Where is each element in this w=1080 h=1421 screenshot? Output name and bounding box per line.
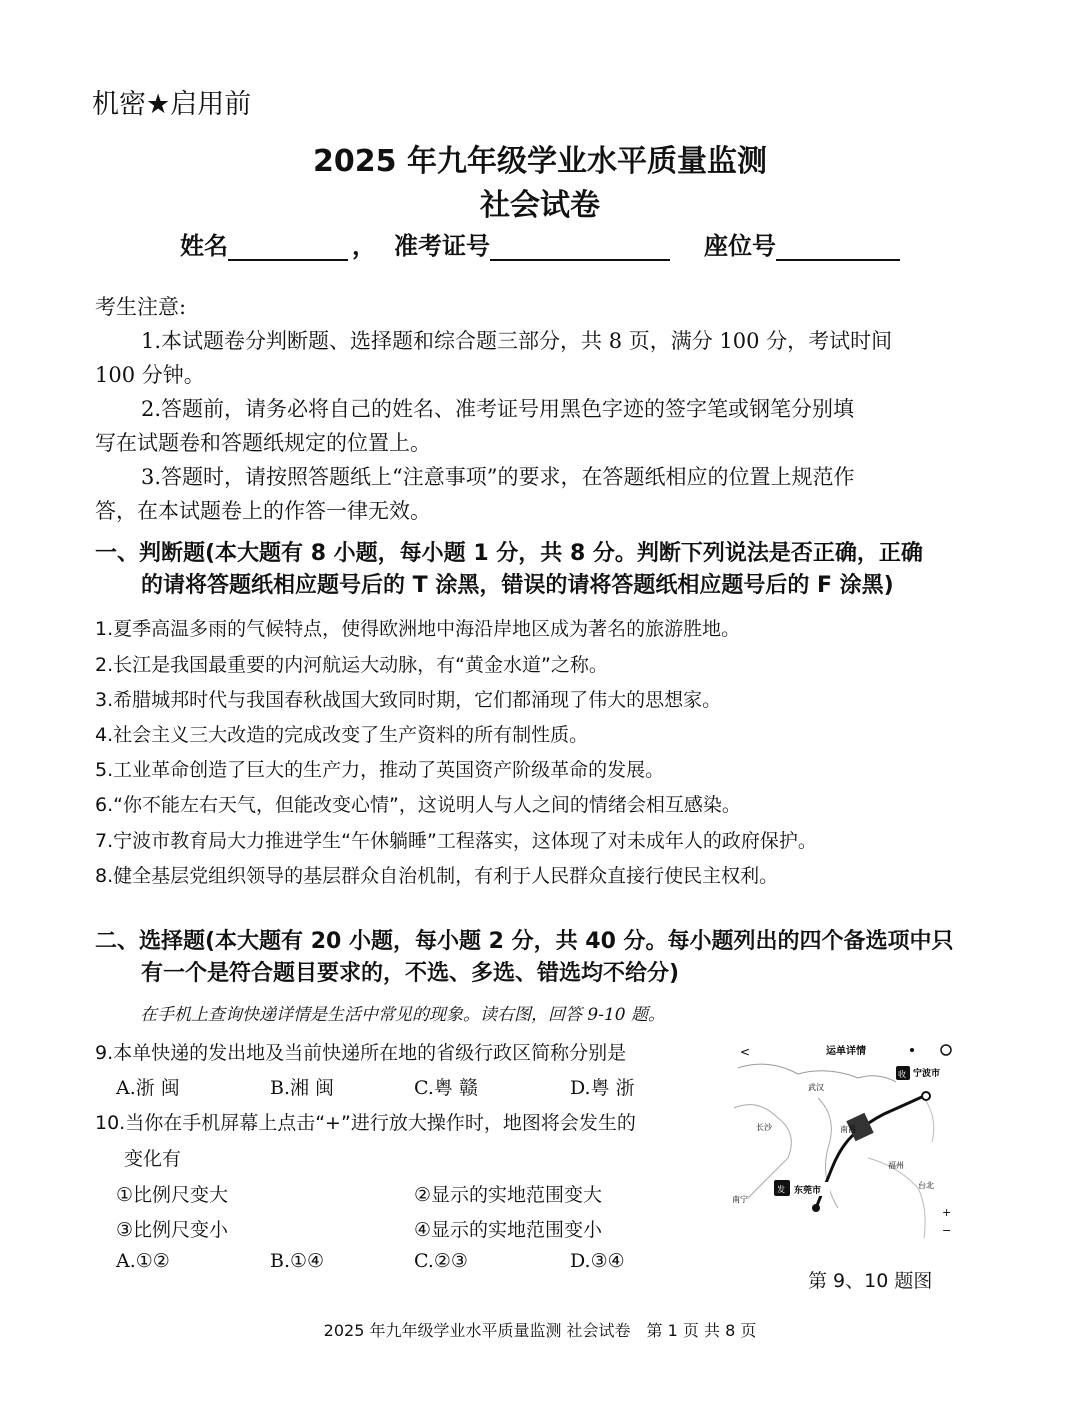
name-blank[interactable] bbox=[228, 233, 348, 261]
q9-option-b: B.湘 闽 bbox=[270, 1077, 335, 1099]
section1-line1: 一、判断题(本大题有 8 小题，每小题 1 分，共 8 分。判断下列说法是否正确，正确 bbox=[95, 541, 923, 566]
q10-option-b: B.①④ bbox=[270, 1250, 325, 1272]
nanchang-label: 南昌 bbox=[840, 1125, 856, 1134]
notice-block bbox=[95, 290, 975, 528]
q10-choice-4: ④显示的实地范围变小 bbox=[414, 1219, 603, 1241]
page-subtitle: 社会试卷 bbox=[480, 188, 600, 223]
notice-line: 1.本试题卷分判断题、选择题和综合题三部分，共 8 页，满分 100 分，考试时间 bbox=[141, 329, 893, 353]
changsha-label: 长沙 bbox=[756, 1123, 772, 1132]
figure-caption: 第 9、10 题图 bbox=[808, 1270, 933, 1292]
seat-label: 座位号 bbox=[704, 232, 776, 260]
zoom-out-icon[interactable]: − bbox=[942, 1224, 952, 1237]
back-icon[interactable]: < bbox=[740, 1045, 751, 1059]
q10-stem-line2: 变化有 bbox=[124, 1148, 182, 1170]
q10-choice-1: ①比例尺变大 bbox=[116, 1184, 229, 1206]
q8: 8.健全基层党组织领导的基层群众自治机制，有利于人民群众直接行使民主权利。 bbox=[95, 865, 779, 887]
route-start-dot bbox=[812, 1204, 820, 1212]
seat-blank[interactable] bbox=[776, 233, 900, 261]
page-title: 2025 年九年级学业水平质量监测 bbox=[313, 144, 767, 179]
notice-line: 2.答题前，请务必将自己的姓名、准考证号用黑色字迹的签字笔或钢笔分别填 bbox=[141, 397, 855, 421]
name-label: 姓名 bbox=[180, 232, 228, 260]
exam-id-blank[interactable] bbox=[490, 233, 670, 261]
exam-id-label: 准考证号 bbox=[394, 232, 490, 260]
q6: 6.“你不能左右天气，但能改变心情”，这说明人与人之间的情绪会相互感染。 bbox=[95, 794, 741, 816]
section2-line2: 有一个是符合题目要求的，不选、多选、错选均不给分) bbox=[141, 961, 680, 986]
q3: 3.希腊城邦时代与我国春秋战国大致同时期，它们都涌现了伟大的思想家。 bbox=[95, 689, 722, 711]
q10-option-d: D.③④ bbox=[570, 1250, 625, 1272]
route-end-dot bbox=[922, 1092, 930, 1100]
q9-option-c: C.粤 赣 bbox=[414, 1077, 478, 1099]
ningbo-label: 宁波市 bbox=[913, 1069, 941, 1079]
q10-option-a: A.①② bbox=[116, 1250, 170, 1272]
fuzhou-label: 福州 bbox=[888, 1161, 904, 1170]
taibei-label: 台北 bbox=[918, 1181, 934, 1190]
receive-marker-label: 收 bbox=[898, 1070, 906, 1079]
section2-line1: 二、选择题(本大题有 20 小题，每小题 2 分，共 40 分。每小题列出的四个备选项中只 bbox=[95, 929, 954, 954]
q9-option-a: A.浙 闽 bbox=[116, 1077, 180, 1099]
notice-line: 写在试题卷和答题纸规定的位置上。 bbox=[95, 431, 431, 455]
q10-choice-3: ③比例尺变小 bbox=[116, 1219, 229, 1241]
page-footer: 2025 年九年级学业水平质量监测 社会试卷 第 1 页 共 8 页 bbox=[323, 1321, 757, 1340]
notice-line: 3.答题时，请按照答题纸上“注意事项”的要求，在答题纸相应的位置上规范作 bbox=[141, 465, 855, 489]
dongguan-label: 东莞市 bbox=[794, 1186, 822, 1196]
nanning-label: 南宁 bbox=[732, 1195, 748, 1204]
delivery-map bbox=[728, 1038, 966, 1244]
q1: 1.夏季高温多雨的气候特点，使得欧洲地中海沿岸地区成为著名的旅游胜地。 bbox=[95, 618, 741, 640]
q7: 7.宁波市教育局大力推进学生“午休躺睡”工程落实，这体现了对未成年人的政府保护。 bbox=[95, 830, 817, 852]
notice-heading: 考生注意: bbox=[95, 295, 187, 319]
q2: 2.长江是我国最重要的内河航运大动脉，有“黄金水道”之称。 bbox=[95, 654, 608, 676]
q10-stem-line1: 10.当你在手机屏幕上点击“+”进行放大操作时，地图将会发生的 bbox=[95, 1112, 636, 1134]
q9-stem: 9.本单快递的发出地及当前快递所在地的省级行政区简称分别是 bbox=[95, 1042, 627, 1064]
notice-line: 100 分钟。 bbox=[95, 363, 205, 387]
q5: 5.工业革命创造了巨大的生产力，推动了英国资产阶级革命的发展。 bbox=[95, 759, 665, 781]
zoom-in-icon[interactable]: + bbox=[942, 1206, 952, 1219]
section2-intro: 在手机上查询快递详情是生活中常见的现象。读右图，回答 9-10 题。 bbox=[140, 1005, 665, 1025]
candidate-fields bbox=[180, 226, 904, 261]
section1-line2: 的请将答题纸相应题号后的 T 涂黑，错误的请将答题纸相应题号后的 F 涂黑) bbox=[141, 573, 894, 598]
section1-heading bbox=[95, 538, 975, 602]
q10-option-c: C.②③ bbox=[414, 1250, 468, 1272]
map-header: 运单详情 bbox=[826, 1046, 866, 1057]
q4: 4.社会主义三大改造的完成改变了生产资料的所有制性质。 bbox=[95, 724, 589, 746]
wuhan-label: 武汉 bbox=[808, 1083, 824, 1092]
send-marker-label: 发 bbox=[777, 1185, 785, 1194]
notice-line: 答，在本试题卷上的作答一律无效。 bbox=[95, 499, 431, 523]
confidential-label: 机密★启用前 bbox=[92, 89, 252, 120]
name-comma: ， bbox=[352, 232, 376, 260]
q10-choice-2: ②显示的实地范围变大 bbox=[414, 1184, 603, 1206]
section2-heading bbox=[95, 926, 975, 990]
q9-option-d: D.粤 浙 bbox=[570, 1077, 635, 1099]
more-icon[interactable] bbox=[910, 1048, 914, 1052]
